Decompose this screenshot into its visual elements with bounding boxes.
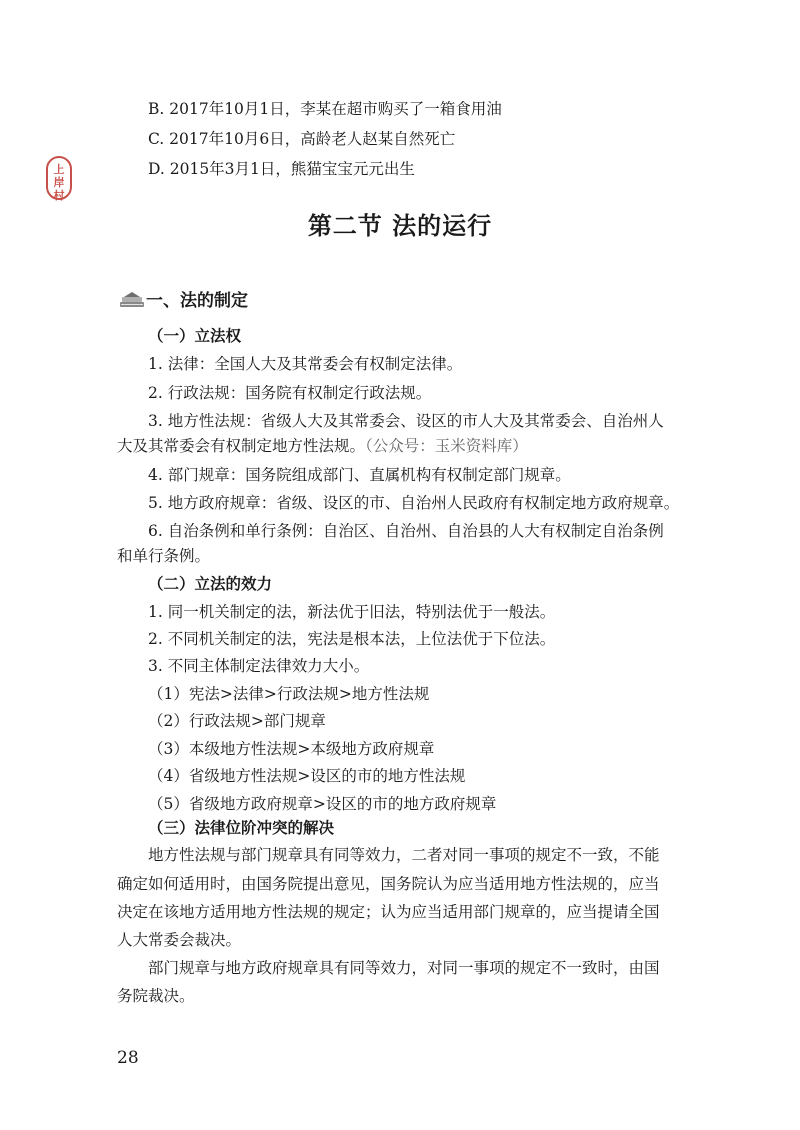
list-item: （3）本级地方性法规>本级地方政府规章 — [148, 740, 435, 758]
section-title: 第二节 法的运行 — [307, 211, 493, 240]
heading-law-making: 一、法的制定 — [146, 291, 248, 311]
list-item: （1）宪法>法律>行政法规>地方性法规 — [148, 685, 430, 703]
quiz-option-d: D. 2015年3月1日，熊猫宝宝元元出生 — [148, 160, 415, 178]
list-item: 2. 不同机关制定的法，宪法是根本法，上位法优于下位法。 — [148, 630, 556, 648]
list-item: 3. 不同主体制定法律效力大小。 — [148, 657, 370, 675]
list-item: （5）省级地方政府规章>设区的市的地方政府规章 — [148, 795, 497, 813]
list-item: 1. 同一机关制定的法，新法优于旧法，特别法优于一般法。 — [148, 603, 556, 621]
books-icon — [118, 291, 146, 309]
list-item: 大及其常委会有权制定地方性法规。 — [117, 437, 366, 455]
watermark-text: （公众号：玉米资料库） — [365, 437, 528, 455]
list-item: （4）省级地方性法规>设区的市的地方性法规 — [148, 767, 466, 785]
quiz-option-c: C. 2017年10月6日，高龄老人赵某自然死亡 — [148, 130, 456, 148]
sub-heading-legislative-power: （一）立法权 — [148, 326, 242, 345]
page-number: 28 — [117, 1048, 139, 1068]
list-item: 6. 自治条例和单行条例：自治区、自治州、自治县的人大有权制定自治条例 — [148, 522, 664, 540]
list-item: 2. 行政法规：国务院有权制定行政法规。 — [148, 384, 432, 402]
list-item: 3. 地方性法规：省级人大及其常委会、设区的市人大及其常委会、自治州人 — [148, 412, 664, 430]
sub-heading-legislative-effect: （二）立法的效力 — [148, 574, 273, 593]
list-item: 和单行条例。 — [117, 547, 211, 565]
paragraph-line: 务院裁决。 — [117, 987, 195, 1005]
paragraph-line: 地方性法规与部门规章具有同等效力，二者对同一事项的规定不一致，不能 — [148, 846, 660, 864]
list-item: 5. 地方政府规章：省级、设区的市、自治州人民政府有权制定地方政府规章。 — [148, 494, 680, 512]
list-item: 4. 部门规章：国务院组成部门、直属机构有权制定部门规章。 — [148, 466, 571, 484]
seal-logo: 上 岸 村 — [46, 156, 72, 200]
quiz-option-b: B. 2017年10月1日，李某在超市购买了一箱食用油 — [148, 100, 502, 118]
list-item: 1. 法律：全国人大及其常委会有权制定法律。 — [148, 355, 463, 373]
paragraph-line: 决定在该地方适用地方性法规的规定；认为应当适用部门规章的，应当提请全国 — [117, 903, 660, 921]
list-item: （2）行政法规>部门规章 — [148, 712, 326, 730]
paragraph-line: 人大常委会裁决。 — [117, 931, 242, 949]
paragraph-line: 确定如何适用时，由国务院提出意见，国务院认为应当适用地方性法规的，应当 — [117, 875, 660, 893]
paragraph-line: 部门规章与地方政府规章具有同等效力，对同一事项的规定不一致时，由国 — [148, 959, 660, 977]
sub-heading-conflict-resolution: （三）法律位阶冲突的解决 — [148, 818, 335, 837]
